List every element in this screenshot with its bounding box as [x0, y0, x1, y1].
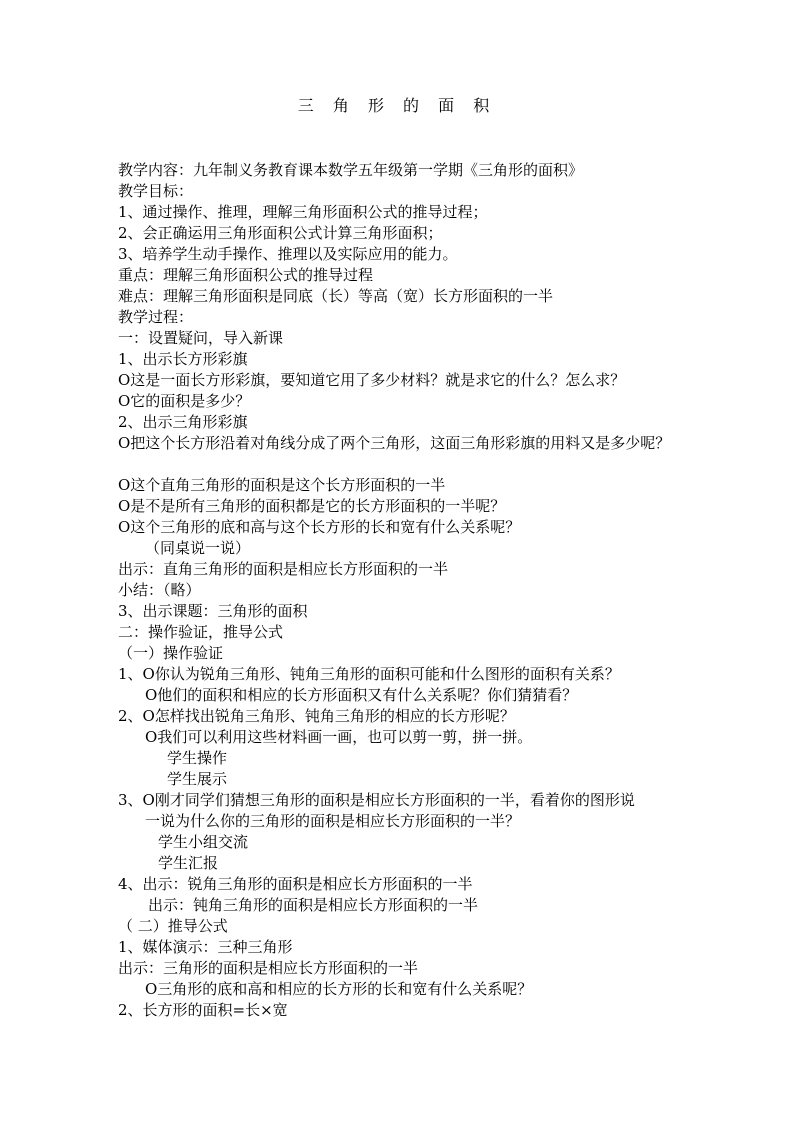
text-line: 重点：理解三角形面积公式的推导过程: [118, 266, 374, 284]
text-line: 3、O刚才同学们猜想三角形的面积是相应长方形面积的一半，看着你的图形说: [118, 791, 635, 809]
text-line: 2、会正确运用三角形面积公式计算三角形面积；: [118, 224, 443, 242]
page-title: 三 角 形 的 面 积: [297, 96, 497, 115]
text-line: 1、媒体演示：三种三角形: [118, 938, 293, 956]
text-line: （ 二）推导公式: [118, 917, 228, 935]
text-line: 小结：（略）: [118, 581, 201, 599]
text-line: 学生小组交流: [158, 833, 249, 851]
text-line: O这是一面长方形彩旗，要知道它用了多少材料？就是求它的什么？怎么求？: [118, 371, 626, 389]
text-line: 1、通过操作、推理，理解三角形面积公式的推导过程；: [118, 203, 488, 221]
text-line: 教学内容：九年制义务教育课本数学五年级第一学期《三角形的面积》: [118, 161, 584, 179]
text-line: O我们可以利用这些材料画一画，也可以剪一剪，拼一拼。: [145, 728, 533, 746]
text-line: 教学过程：: [118, 308, 194, 326]
text-line: （一）操作验证: [118, 644, 224, 662]
text-line: 一说为什么你的三角形的面积是相应长方形面积的一半？: [145, 812, 521, 830]
text-line: 难点：理解三角形面积是同底（长）等高（宽）长方形面积的一半: [118, 287, 554, 305]
text-line: 1、O你认为锐角三角形、钝角三角形的面积可能和什么图形的面积有关系？: [118, 665, 620, 683]
text-line: 出示：直角三角形的面积是相应长方形面积的一半: [118, 560, 449, 578]
text-line: 2、O怎样找出锐角三角形、钝角三角形的相应的长方形呢？: [118, 707, 515, 725]
text-line: O三角形的底和高和相应的长方形的长和宽有什么关系呢？: [145, 980, 533, 998]
text-line: （同桌说一说）: [145, 539, 251, 557]
text-line: 2、长方形的面积=长×宽: [118, 1001, 288, 1019]
text-line: 出示：三角形的面积是相应长方形面积的一半: [118, 959, 419, 977]
text-line: 3、培养学生动手操作、推理以及实际应用的能力。: [118, 245, 458, 263]
text-line: 3、出示课题：三角形的面积: [118, 602, 308, 620]
text-line: 学生汇报: [158, 854, 219, 872]
text-line: 出示：钝角三角形的面积是相应长方形面积的一半: [148, 896, 479, 914]
text-line: 教学目标：: [118, 182, 194, 200]
text-line: 4、出示：锐角三角形的面积是相应长方形面积的一半: [118, 875, 473, 893]
text-line: 学生操作: [167, 749, 228, 767]
text-line: O它的面积是多少？: [118, 392, 251, 410]
text-line: 2、出示三角形彩旗: [118, 413, 248, 431]
text-line: O这个直角三角形的面积是这个长方形面积的一半: [118, 476, 446, 494]
text-line: O把这个长方形沿着对角线分成了两个三角形，这面三角形彩旗的用料又是多少呢？: [118, 434, 671, 452]
text-line: O他们的面积和相应的长方形面积又有什么关系呢？你们猜猜看？: [145, 686, 578, 704]
text-line: 学生展示: [167, 770, 228, 788]
text-line: O这个三角形的底和高与这个长方形的长和宽有什么关系呢？: [118, 518, 521, 536]
text-line: O是不是所有三角形的面积都是它的长方形面积的一半呢？: [118, 497, 506, 515]
text-line: 一：设置疑问，导入新课: [118, 329, 284, 347]
text-line: 1、出示长方形彩旗: [118, 350, 248, 368]
text-line: 二：操作验证，推导公式: [118, 623, 284, 641]
